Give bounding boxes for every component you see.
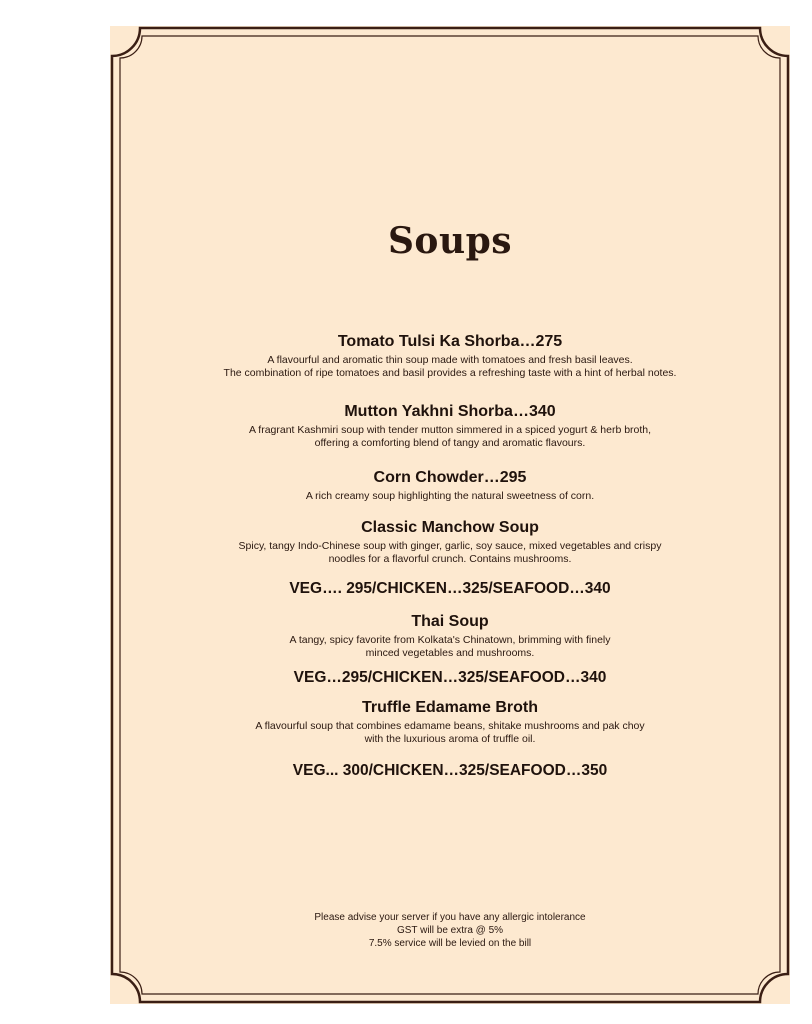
price-line: VEG... 300/CHICKEN…325/SEAFOOD…350 (292, 762, 608, 779)
footer-line: 7.5% service will be levied on the bill (368, 938, 532, 949)
menu-item-name: Truffle Edamame Broth (361, 699, 539, 716)
description-line: Spicy, tangy Indo-Chinese soup with ginger, garlic, soy sauce, mixed vegetables and crispy (238, 540, 662, 552)
menu-item (110, 332, 790, 380)
menu-item-description (110, 424, 790, 450)
description-line: offering a comforting blend of tangy and aromatic flavours. (314, 437, 586, 449)
description-line: The combination of ripe tomatoes and basil provides a refreshing taste with a hint of herbal notes. (223, 367, 677, 379)
description-line: A flavourful and aromatic thin soup made with tomatoes and fresh basil leaves. (267, 354, 633, 366)
description-line: noodles for a flavorful crunch. Contains mushrooms. (328, 553, 572, 565)
menu-item-name: Corn Chowder…295 (373, 469, 527, 486)
description-line: A flavourful soup that combines edamame beans, shitake mushrooms and pak choy (255, 720, 645, 732)
menu-title: Soups (387, 220, 513, 262)
menu-item-description (110, 540, 790, 566)
menu-item-name: Classic Manchow Soup (361, 519, 539, 536)
menu-item (110, 518, 790, 566)
menu-item (110, 468, 790, 503)
description-line: with the luxurious aroma of truffle oil. (364, 733, 536, 745)
menu-page (110, 26, 790, 1004)
description-line: A tangy, spicy favorite from Kolkata's Chinatown, brimming with finely (289, 634, 611, 646)
menu-item-description (110, 354, 790, 380)
description-line: minced vegetables and mushrooms. (365, 647, 535, 659)
menu-item-description (110, 490, 790, 503)
menu-footer (110, 911, 790, 950)
price-line: VEG…295/CHICKEN…325/SEAFOOD…340 (293, 669, 607, 686)
menu-item-name: Tomato Tulsi Ka Shorba…275 (337, 333, 563, 350)
footer-line: Please advise your server if you have any allergic intolerance (314, 912, 586, 923)
footer-line: GST will be extra @ 5% (396, 925, 504, 936)
menu-item-description (110, 720, 790, 746)
price-line: VEG…. 295/CHICKEN…325/SEAFOOD…340 (289, 580, 611, 597)
menu-item-name: Mutton Yakhni Shorba…340 (344, 403, 556, 420)
menu-item-description (110, 634, 790, 660)
menu-item (110, 698, 790, 746)
menu-item (110, 612, 790, 660)
menu-item-name: Thai Soup (411, 613, 489, 630)
menu-item (110, 402, 790, 450)
description-line: A rich creamy soup highlighting the natural sweetness of corn. (305, 490, 595, 502)
description-line: A fragrant Kashmiri soup with tender mutton simmered in a spiced yogurt & herb broth, (248, 424, 652, 436)
